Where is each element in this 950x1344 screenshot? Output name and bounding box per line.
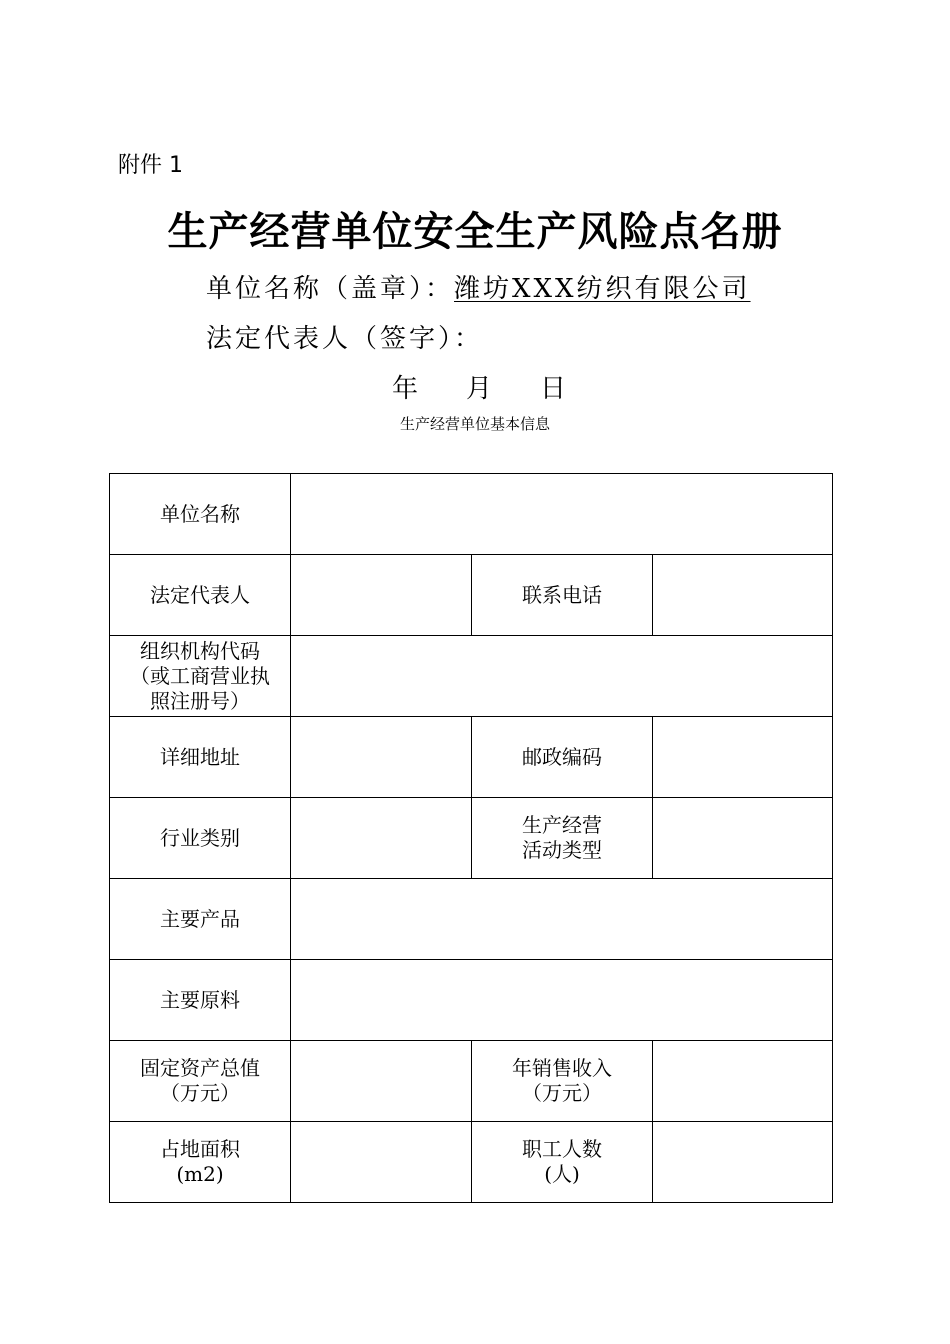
- main-products-input-cell[interactable]: [291, 879, 833, 960]
- address-input-cell[interactable]: [291, 717, 472, 798]
- org-code-line-2: （或工商营业执: [130, 663, 270, 688]
- table-row: [110, 474, 833, 555]
- industry-input-cell[interactable]: [291, 798, 472, 879]
- unit-name-input-cell[interactable]: [291, 474, 833, 555]
- basic-info-table: [109, 473, 833, 1203]
- annual-sales-input-cell[interactable]: [653, 1041, 833, 1122]
- employees-input-cell[interactable]: [653, 1122, 833, 1203]
- postal-cell: 邮政编码: [472, 717, 653, 798]
- annual-sales-line-1: 年销售收入: [512, 1056, 612, 1080]
- land-area-cell: [110, 1122, 291, 1203]
- org-code-line-1: 组织机构代码: [140, 638, 260, 663]
- fixed-assets-input-cell[interactable]: [291, 1041, 472, 1122]
- activity-type-line-2: 活动类型: [522, 838, 602, 862]
- table-row: [110, 555, 833, 636]
- legal-representative-line: [206, 318, 483, 355]
- main-materials-input-cell[interactable]: [291, 960, 833, 1041]
- main-products-cell: 主要产品: [110, 879, 291, 960]
- unit-name-label: 单位名称（盖章）：: [206, 274, 455, 304]
- employees-line-1: 职工人数: [522, 1137, 602, 1161]
- legal-representative-label: 法定代表人（签字）：: [206, 324, 484, 354]
- land-area-line-2: (m2): [176, 1162, 224, 1186]
- activity-type-cell: [472, 798, 653, 879]
- org-code-input-cell[interactable]: [291, 636, 833, 717]
- section-subtitle: 生产经营单位基本信息: [399, 415, 550, 433]
- employees-line-2: (人): [544, 1162, 580, 1186]
- fixed-assets-line-2: （万元）: [160, 1081, 240, 1105]
- phone-cell: 联系电话: [472, 555, 653, 636]
- activity-type-input-cell[interactable]: [653, 798, 833, 879]
- table-row: [110, 960, 833, 1041]
- fixed-assets-line-1: 固定资产总值: [140, 1056, 260, 1080]
- industry-cell: 行业类别: [110, 798, 291, 879]
- attachment-label: 附件 1: [118, 153, 183, 178]
- unit-name-line: [206, 268, 751, 305]
- phone-input-cell[interactable]: [653, 555, 833, 636]
- activity-type-line-1: 生产经营: [522, 813, 602, 837]
- annual-sales-cell: [472, 1041, 653, 1122]
- land-area-line-1: 占地面积: [160, 1137, 240, 1161]
- table-row: [110, 1041, 833, 1122]
- land-area-input-cell[interactable]: [291, 1122, 472, 1203]
- annual-sales-line-2: （万元）: [522, 1081, 602, 1105]
- table-row: [110, 717, 833, 798]
- employees-cell: [472, 1122, 653, 1203]
- unit-name-cell: 单位名称: [110, 474, 291, 555]
- table-row: [110, 636, 833, 717]
- legal-rep-cell: 法定代表人: [110, 555, 291, 636]
- date-day: 日: [540, 374, 567, 404]
- date-line: [392, 368, 566, 405]
- table-row: [110, 879, 833, 960]
- legal-rep-input-cell[interactable]: [291, 555, 472, 636]
- postal-input-cell[interactable]: [653, 717, 833, 798]
- table-row: [110, 798, 833, 879]
- org-code-cell: [110, 636, 291, 717]
- table-row: [110, 1122, 833, 1203]
- unit-name-value: 潍坊XXX纺织有限公司: [454, 274, 751, 304]
- address-cell: 详细地址: [110, 717, 291, 798]
- date-month: 月: [466, 374, 493, 404]
- date-year: 年: [392, 374, 419, 404]
- main-materials-cell: 主要原料: [110, 960, 291, 1041]
- org-code-line-3: 照注册号）: [150, 688, 250, 713]
- document-title: 生产经营单位安全生产风险点名册: [167, 209, 783, 255]
- fixed-assets-cell: [110, 1041, 291, 1122]
